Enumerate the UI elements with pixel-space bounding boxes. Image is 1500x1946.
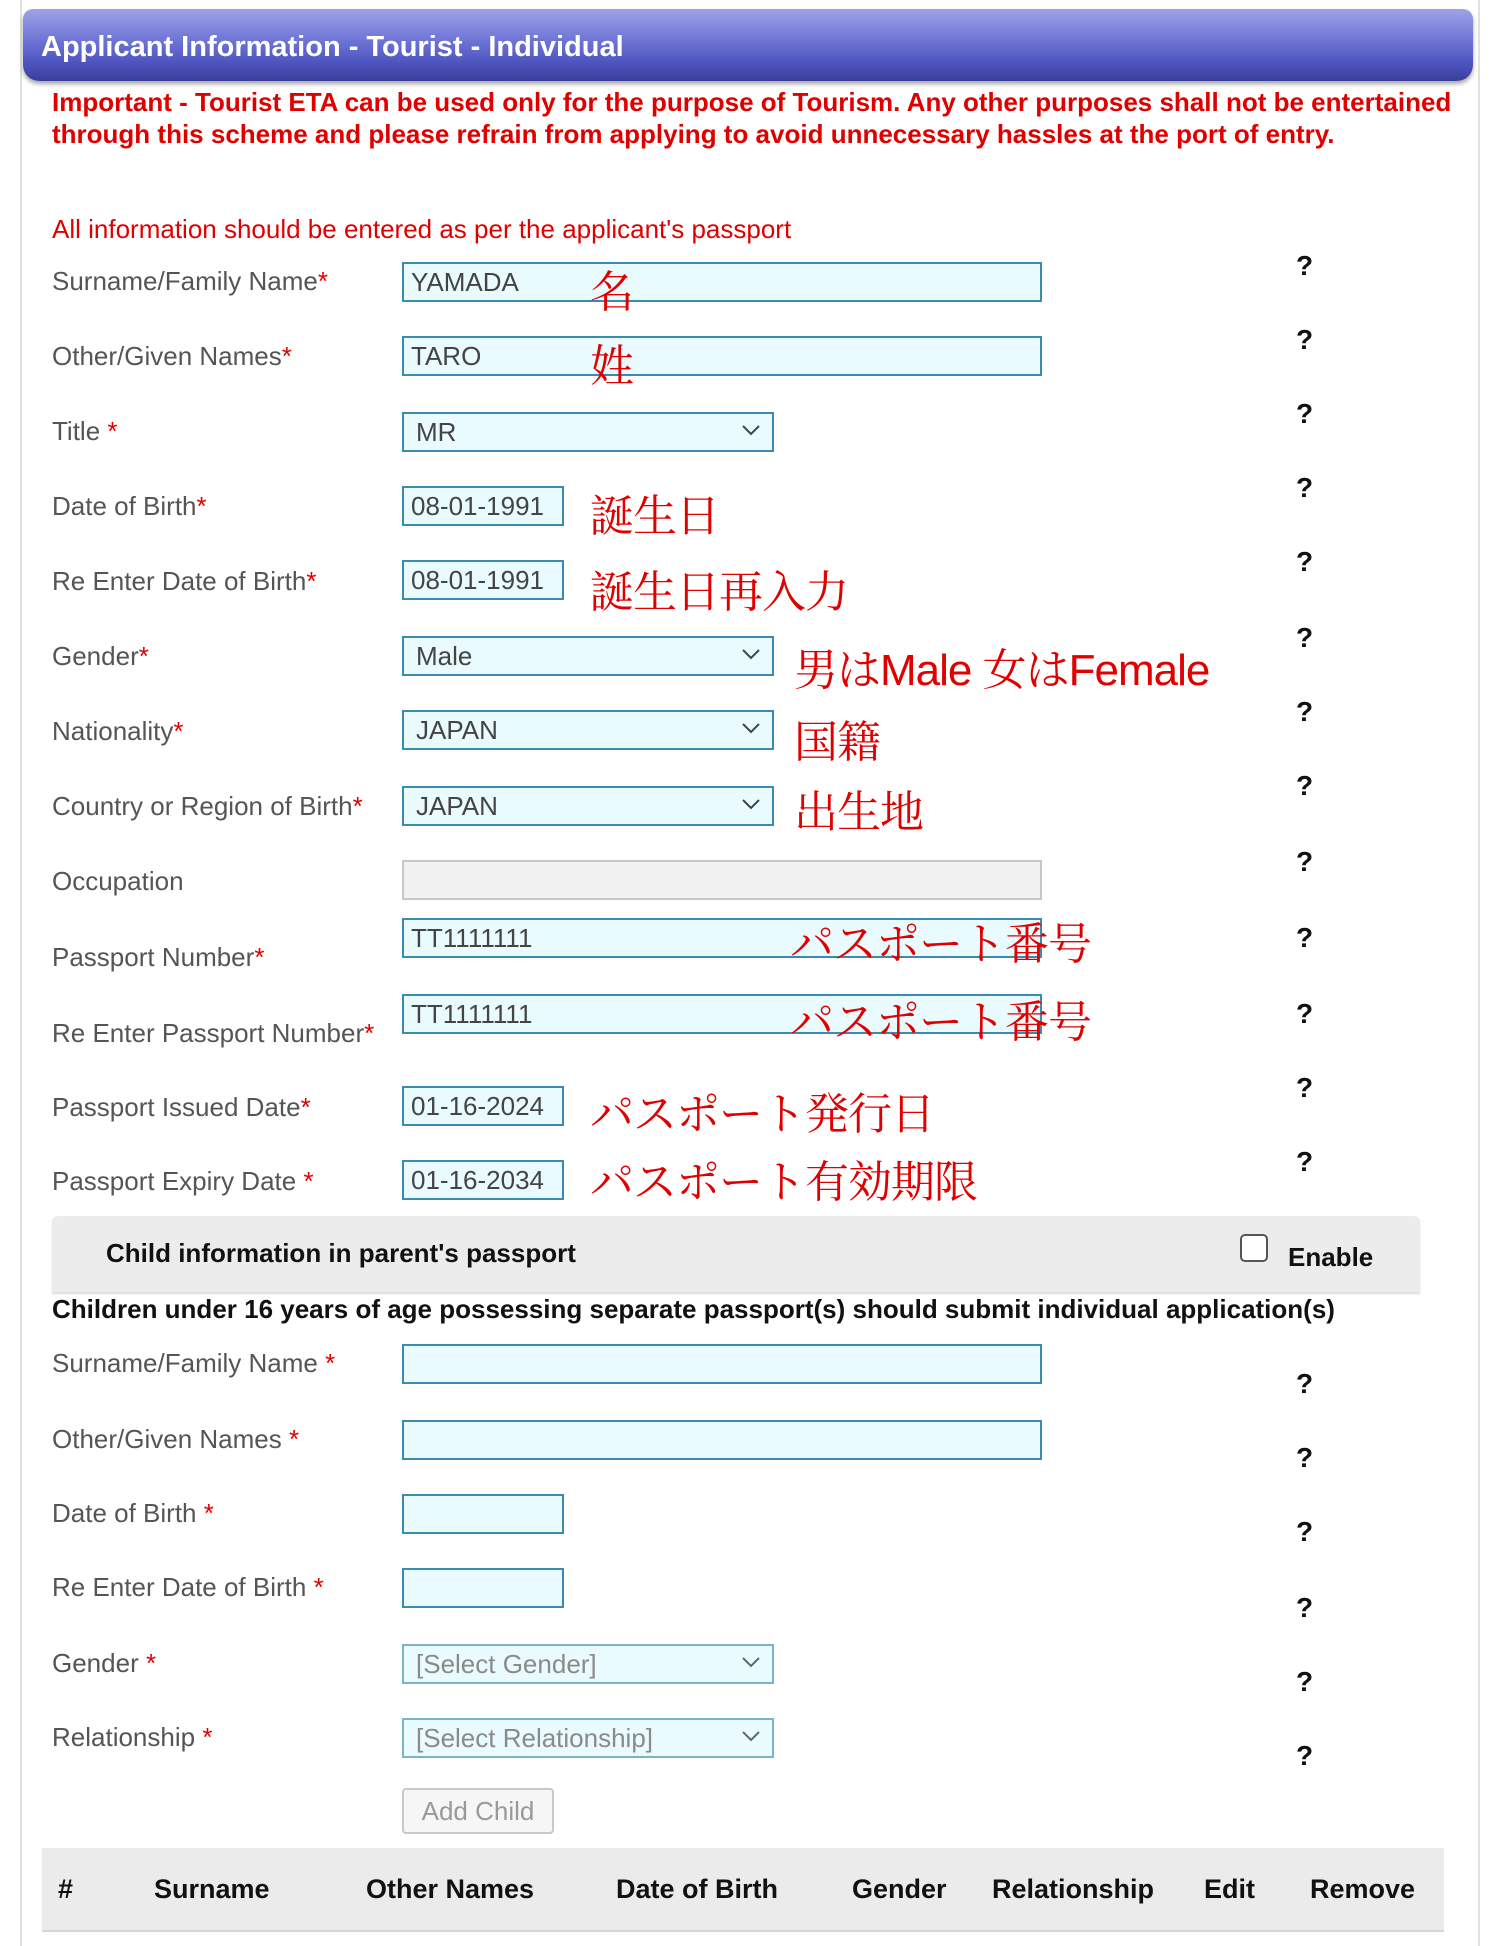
column-header: Remove	[1310, 1874, 1416, 1904]
section-header	[23, 9, 1473, 81]
gender-annotation: 男はMale 女はFemale	[794, 646, 1210, 695]
surname-help-icon[interactable]: ?	[1296, 250, 1314, 281]
passport-issued-label: Passport Issued Date*	[52, 1092, 311, 1122]
chevron-down-icon	[742, 798, 760, 810]
dob-reenter-label: Re Enter Date of Birth*	[52, 566, 317, 596]
child-dob-input[interactable]	[402, 1494, 564, 1534]
passport-number-annotation: パスポート番号	[790, 920, 1091, 969]
passport-number-label: Passport Number*	[52, 942, 265, 972]
passport-reenter-label: Re Enter Passport Number*	[52, 1018, 375, 1048]
child-section-title: Child information in parent's passport	[106, 1238, 576, 1268]
nationality-annotation: 国籍	[794, 718, 880, 767]
passport-expiry-input[interactable]: 01-16-2034	[402, 1160, 564, 1200]
passport-info-note: All information should be entered as per the applicant's passport	[52, 214, 792, 244]
given-names-label: Other/Given Names*	[52, 341, 292, 371]
surname-input[interactable]: YAMADA	[402, 262, 1042, 302]
surname-annotation: 名	[590, 268, 633, 317]
child-given-names-help-icon[interactable]: ?	[1296, 1442, 1314, 1473]
dob-label: Date of Birth*	[52, 491, 207, 521]
enable-label[interactable]: Enable	[1288, 1242, 1374, 1272]
passport-expiry-annotation: パスポート有効期限	[590, 1158, 977, 1207]
child-given-names-label: Other/Given Names *	[52, 1424, 300, 1454]
child-relationship-help-icon[interactable]: ?	[1296, 1740, 1314, 1771]
nationality-label: Nationality*	[52, 716, 184, 746]
chevron-down-icon	[742, 648, 760, 660]
tourism-warning: Important - Tourist ETA can be used only for the purpose of Tourism. Any other purposes shall not be entertained through this scheme and please refrain from applying to avoid unnecessary hassles at the port of entry.	[52, 87, 1452, 149]
child-surname-input[interactable]	[402, 1344, 1042, 1384]
child-dob-reenter-label: Re Enter Date of Birth *	[52, 1572, 324, 1602]
birth-country-help-icon[interactable]: ?	[1296, 770, 1314, 801]
title-select[interactable]: MR	[402, 412, 774, 452]
column-header: Gender	[852, 1874, 947, 1904]
birth-country-annotation: 出生地	[794, 788, 923, 837]
occupation-label: Occupation	[52, 866, 184, 896]
title-help-icon[interactable]: ?	[1296, 398, 1314, 429]
given-names-annotation: 姓	[590, 342, 633, 391]
passport-issued-input[interactable]: 01-16-2024	[402, 1086, 564, 1126]
child-dob-reenter-input[interactable]	[402, 1568, 564, 1608]
children-table-header	[42, 1848, 1444, 1932]
passport-reenter-annotation: パスポート番号	[790, 998, 1091, 1047]
title-label: Title *	[52, 416, 118, 446]
child-surname-label: Surname/Family Name *	[52, 1348, 336, 1378]
dob-reenter-annotation: 誕生日再入力	[590, 568, 848, 617]
passport-reenter-help-icon[interactable]: ?	[1296, 998, 1314, 1029]
passport-number-input[interactable]: TT1111111	[402, 918, 1042, 958]
passport-expiry-help-icon[interactable]: ?	[1296, 1146, 1314, 1177]
chevron-down-icon	[742, 722, 760, 734]
passport-expiry-label: Passport Expiry Date *	[52, 1166, 314, 1196]
child-dob-reenter-help-icon[interactable]: ?	[1296, 1592, 1314, 1623]
column-header: Date of Birth	[616, 1874, 778, 1904]
dob-annotation: 誕生日	[590, 492, 719, 541]
child-gender-help-icon[interactable]: ?	[1296, 1666, 1314, 1697]
nationality-select[interactable]: JAPAN	[402, 710, 774, 750]
child-given-names-input[interactable]	[402, 1420, 1042, 1460]
dob-help-icon[interactable]: ?	[1296, 472, 1314, 503]
column-header: Surname	[154, 1874, 270, 1904]
birth-country-select[interactable]: JAPAN	[402, 786, 774, 826]
child-surname-help-icon[interactable]: ?	[1296, 1368, 1314, 1399]
chevron-down-icon	[742, 1730, 760, 1742]
chevron-down-icon	[742, 424, 760, 436]
given-names-input[interactable]: TARO	[402, 336, 1042, 376]
given-names-help-icon[interactable]: ?	[1296, 324, 1314, 355]
gender-label: Gender*	[52, 641, 149, 671]
surname-label: Surname/Family Name*	[52, 266, 328, 296]
passport-issued-help-icon[interactable]: ?	[1296, 1072, 1314, 1103]
gender-help-icon[interactable]: ?	[1296, 622, 1314, 653]
chevron-down-icon	[742, 1656, 760, 1668]
passport-number-help-icon[interactable]: ?	[1296, 922, 1314, 953]
child-section-bar	[52, 1216, 1420, 1292]
column-header: #	[58, 1874, 74, 1904]
occupation-help-icon[interactable]: ?	[1296, 846, 1314, 877]
column-header: Edit	[1204, 1874, 1255, 1904]
column-header: Relationship	[992, 1874, 1155, 1904]
child-gender-label: Gender *	[52, 1648, 157, 1678]
gender-select[interactable]: Male	[402, 636, 774, 676]
enable-checkbox[interactable]	[1240, 1234, 1268, 1262]
child-relationship-select[interactable]: [Select Relationship]	[402, 1718, 774, 1758]
child-separate-passport-note: Children under 16 years of age possessing separate passport(s) should submit individual application(s)	[52, 1294, 1335, 1324]
passport-issued-annotation: パスポート発行日	[590, 1090, 934, 1139]
child-dob-label: Date of Birth *	[52, 1498, 214, 1528]
dob-input[interactable]: 08-01-1991	[402, 486, 564, 526]
child-relationship-label: Relationship *	[52, 1722, 213, 1752]
add-child-button[interactable]: Add Child	[402, 1788, 554, 1834]
birth-country-label: Country or Region of Birth*	[52, 791, 363, 821]
column-header: Other Names	[366, 1874, 535, 1904]
child-dob-help-icon[interactable]: ?	[1296, 1516, 1314, 1547]
dob-reenter-help-icon[interactable]: ?	[1296, 546, 1314, 577]
dob-reenter-input[interactable]: 08-01-1991	[402, 560, 564, 600]
child-gender-select[interactable]: [Select Gender]	[402, 1644, 774, 1684]
section-title: Applicant Information - Tourist - Individual	[41, 31, 624, 63]
occupation-input[interactable]	[402, 860, 1042, 900]
nationality-help-icon[interactable]: ?	[1296, 696, 1314, 727]
passport-reenter-input[interactable]: TT1111111	[402, 994, 1042, 1034]
